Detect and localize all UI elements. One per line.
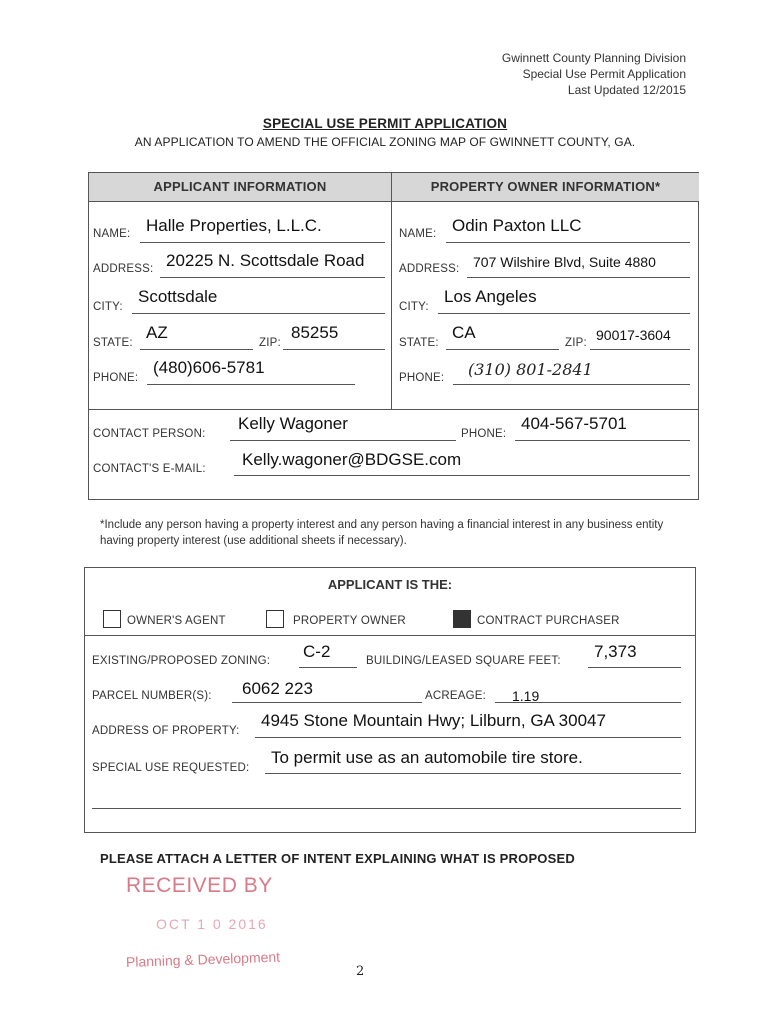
footnote: *Include any person having a property interest and any person having a financial interest in any business entity having property interest (use additional sheets if necessary).: [100, 519, 664, 547]
owner-city-line: [438, 313, 690, 314]
applicant-phone-line: [147, 384, 355, 385]
applicant-city-line: [132, 313, 385, 314]
contact-phone-label: PHONE:: [461, 428, 507, 440]
property-address-value[interactable]: 4945 Stone Mountain Hwy; Lilburn, GA 30047: [261, 711, 606, 730]
contact-phone-value[interactable]: 404-567-5701: [521, 414, 627, 433]
owner-address-line: [467, 277, 690, 278]
contact-email-line: [234, 475, 690, 476]
header-updated: Last Updated 12/2015: [567, 83, 686, 97]
applicant-zip-value[interactable]: 85255: [291, 323, 339, 342]
page-title: SPECIAL USE PERMIT APPLICATION: [262, 116, 508, 131]
owner-address-label: ADDRESS:: [399, 263, 460, 275]
zoning-value[interactable]: C-2: [303, 642, 331, 661]
owners-agent-checkbox[interactable]: [103, 610, 121, 628]
applicant-name-label: NAME:: [93, 228, 131, 240]
column-divider: [391, 173, 392, 409]
page-number: 2: [356, 964, 365, 979]
acreage-label: ACREAGE:: [425, 690, 487, 702]
owner-phone-value[interactable]: (310) 801-2841: [468, 360, 593, 379]
applicant-address-label: ADDRESS:: [93, 263, 154, 275]
acreage-value[interactable]: 1.19: [512, 688, 540, 704]
special-use-label: SPECIAL USE REQUESTED:: [92, 762, 250, 774]
property-box-divider: [85, 635, 695, 636]
applicant-city-label: CITY:: [93, 301, 123, 313]
owner-city-value[interactable]: Los Angeles: [444, 287, 537, 306]
applicant-zip-line: [283, 349, 385, 350]
applicant-zip-label: ZIP:: [259, 337, 281, 349]
header-org: Gwinnett County Planning Division: [501, 51, 686, 65]
received-stamp: [126, 874, 306, 984]
contact-email-value[interactable]: Kelly.wagoner@BDGSE.com: [242, 450, 462, 469]
zoning-line: [299, 667, 357, 668]
applicant-address-value[interactable]: 20225 N. Scottsdale Road: [166, 251, 365, 270]
applicant-state-label: STATE:: [93, 337, 133, 349]
property-owner-checkbox[interactable]: [266, 610, 284, 628]
stamp-dept: Planning & Development: [125, 948, 281, 970]
property-owner-label: PROPERTY OWNER: [293, 615, 406, 627]
parcel-line: [232, 702, 422, 703]
contact-person-line: [230, 440, 456, 441]
contract-purchaser-label: CONTRACT PURCHASER: [477, 615, 620, 627]
contract-purchaser-checkbox[interactable]: [453, 610, 471, 628]
applicant-address-line: [160, 277, 385, 278]
sqft-line: [588, 667, 681, 668]
contact-phone-line: [515, 440, 690, 441]
owner-zip-value[interactable]: 90017-3604: [596, 327, 671, 343]
owner-city-label: CITY:: [399, 301, 429, 313]
applicant-name-value[interactable]: Halle Properties, L.L.C.: [146, 216, 322, 235]
applicant-is-heading: APPLICANT IS THE:: [327, 577, 453, 592]
applicant-phone-label: PHONE:: [93, 372, 139, 384]
owner-phone-label: PHONE:: [399, 372, 445, 384]
owner-zip-line: [590, 349, 690, 350]
special-use-line: [265, 773, 681, 774]
owners-agent-label: OWNER'S AGENT: [127, 615, 226, 627]
owner-heading: PROPERTY OWNER INFORMATION*: [391, 173, 699, 202]
parcel-value[interactable]: 6062 223: [242, 679, 313, 698]
contact-person-value[interactable]: Kelly Wagoner: [238, 414, 348, 433]
applicant-state-line: [140, 349, 253, 350]
contact-divider: [89, 409, 698, 410]
property-address-label: ADDRESS OF PROPERTY:: [92, 725, 240, 737]
owner-phone-line: [453, 384, 690, 385]
zoning-label: EXISTING/PROPOSED ZONING:: [92, 655, 271, 667]
applicant-phone-value[interactable]: (480)606-5781: [153, 358, 265, 377]
owner-state-value[interactable]: CA: [452, 323, 476, 342]
page-subtitle: AN APPLICATION TO AMEND THE OFFICIAL ZONING MAP OF GWINNETT COUNTY, GA.: [134, 135, 636, 149]
header-form-name: Special Use Permit Application: [522, 67, 686, 81]
attach-note: PLEASE ATTACH A LETTER OF INTENT EXPLAINING WHAT IS PROPOSED: [100, 851, 575, 866]
applicant-state-value[interactable]: AZ: [146, 323, 168, 342]
applicant-name-line: [140, 242, 385, 243]
owner-zip-label: ZIP:: [565, 337, 587, 349]
owner-state-label: STATE:: [399, 337, 439, 349]
owner-name-value[interactable]: Odin Paxton LLC: [452, 216, 582, 235]
parcel-label: PARCEL NUMBER(S):: [92, 690, 212, 702]
sqft-value[interactable]: 7,373: [594, 642, 637, 661]
owner-name-line: [446, 242, 690, 243]
owner-state-line: [446, 349, 559, 350]
contact-email-label: CONTACT'S E-MAIL:: [93, 463, 206, 475]
stamp-date: OCT 1 0 2016: [156, 916, 268, 932]
special-use-value[interactable]: To permit use as an automobile tire store.: [271, 748, 583, 767]
owner-name-label: NAME:: [399, 228, 437, 240]
special-use-extra-line: [92, 808, 681, 809]
applicant-city-value[interactable]: Scottsdale: [138, 287, 218, 306]
stamp-received: RECEIVED BY: [126, 874, 273, 897]
property-address-line: [255, 737, 681, 738]
applicant-heading: APPLICANT INFORMATION: [89, 173, 391, 202]
owner-address-value[interactable]: 707 Wilshire Blvd, Suite 4880: [473, 254, 656, 270]
sqft-label: BUILDING/LEASED SQUARE FEET:: [366, 655, 561, 667]
contact-person-label: CONTACT PERSON:: [93, 428, 206, 440]
form-header: [502, 50, 686, 98]
